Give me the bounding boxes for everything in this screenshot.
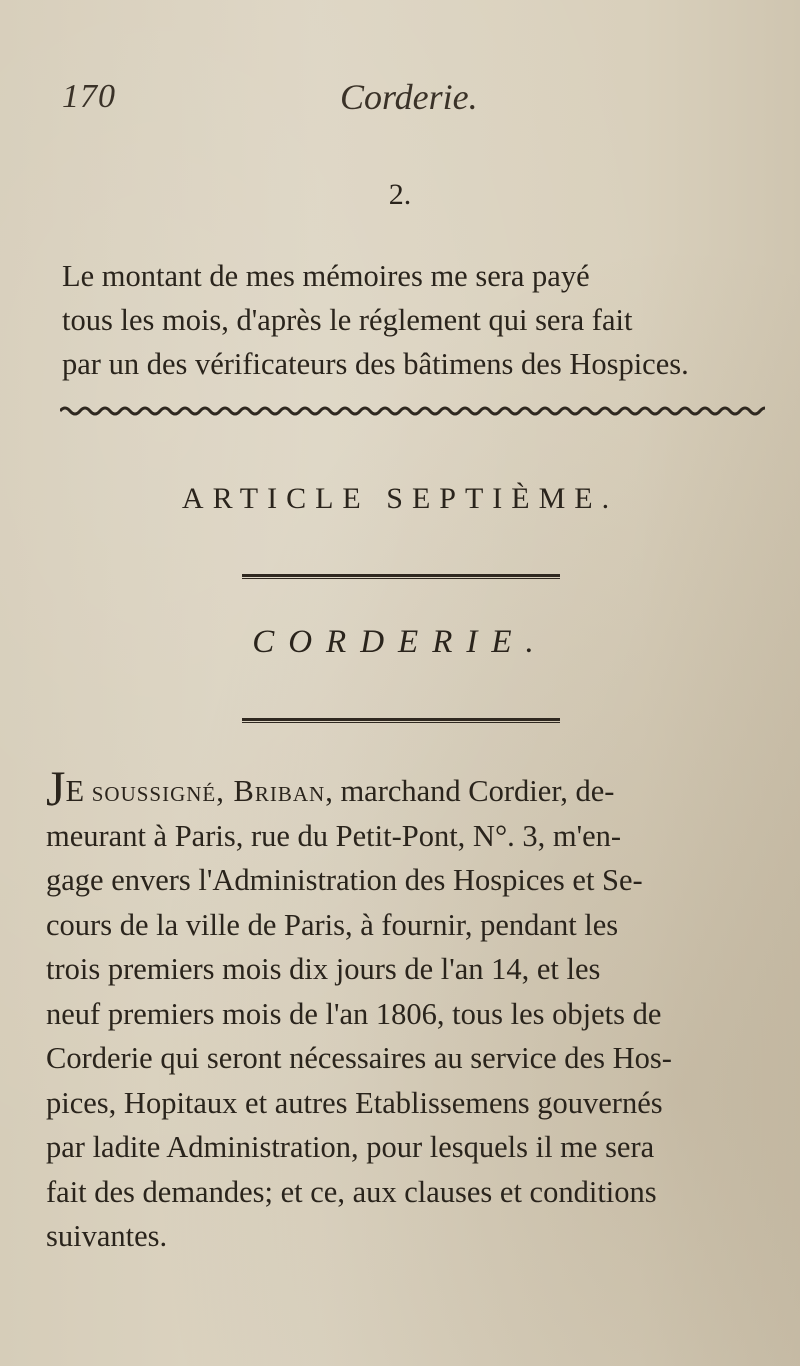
text-line: par ladite Administration, pour lesquels il me sera	[46, 1130, 655, 1164]
text-line: fait des demandes; et ce, aux clauses et conditions	[46, 1174, 657, 1209]
text-line: par un des vérificateurs des bâtimens des Hospices.	[62, 347, 689, 381]
text-line: pices, Hopitaux et autres Etablissemens gouvernés	[46, 1085, 663, 1120]
horizontal-rule-bottom	[242, 718, 560, 721]
text-line: tous les mois, d'après le réglement qui sera fait	[62, 303, 633, 337]
paragraph-payment	[62, 254, 762, 386]
text-line: cours de la ville de Paris, à fournir, pendant les	[46, 907, 619, 942]
drop-cap: J	[46, 760, 66, 816]
text-line-first	[46, 760, 766, 816]
ornamental-wavy-divider	[60, 404, 765, 418]
text-line: gage envers l'Administration des Hospices et Se-	[46, 863, 643, 897]
text-line: meurant à Paris, rue du Petit-Pont, N°. 3, m'en-	[46, 818, 622, 853]
article-heading: ARTICLE SEPTIÈME.	[181, 482, 619, 515]
text-line: Corderie qui seront nécessaires au service des Hos-	[46, 1041, 672, 1075]
horizontal-rule-top	[242, 574, 560, 577]
subject-heading: CORDERIE.	[252, 624, 548, 660]
running-title: Corderie.	[340, 77, 478, 117]
text-line: suivantes.	[46, 1219, 168, 1253]
first-line-smallcaps: soussigné, Briban	[91, 774, 326, 808]
contract-paragraph	[46, 760, 766, 1259]
page-number: 170	[62, 78, 116, 115]
first-line-text-b: , marchand Cordier, de-	[325, 774, 615, 808]
section-number: 2.	[388, 178, 412, 211]
text-line: neuf premiers mois de l'an 1806, tous les objets de	[46, 996, 662, 1031]
text-line: Le montant de mes mémoires me sera payé	[62, 259, 590, 293]
text-line: trois premiers mois dix jours de l'an 14, et les	[46, 952, 601, 986]
first-line-text-a: E	[65, 774, 92, 808]
